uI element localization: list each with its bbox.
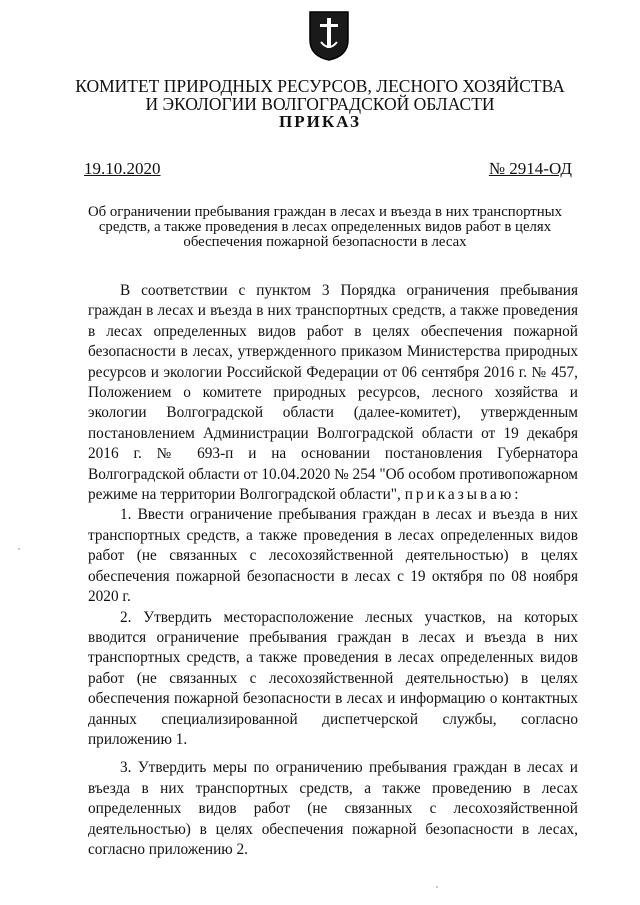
document-date: 19.10.2020	[84, 159, 161, 178]
order-item-1: 1. Ввести ограничение пребывания граждан в лесах и въезда в них транспортных средств, а также проведения в лесах определенных видов работ (не связанных с лесохозяйственной деятельностью) в целях обеспечения пожарной безопасности в лесах с 19 октября по 08 ноября 2020 г.	[88, 506, 578, 606]
preamble-text: В соответствии с пунктом 3 Порядка ограничения пребывания граждан в лесах и въезда в них транспортных средств, а также проведения в лесах определенных видов работ в целях обеспечения пожарной безопасности в лесах, утвержденного приказом Министерства природных ресурсов и экологии Российской Федерации от 06 сентября 2016 г. № 457, Положением о комитете природных ресурсов, лесного хозяйства и экологии Волгоградской области (далее-комитет), утвержденным постановлением Администрации Волгоградской области от 19 декабря 2016 г. № 693-п и на основании постановления Губернатора Волгоградской области от 10.04.2020 № 254 "Об особом противопожарном режиме на территории Волгоградской области",	[88, 282, 578, 504]
document-number: № 2914-ОД	[488, 159, 572, 178]
document-body	[88, 281, 578, 860]
scan-speck	[18, 548, 20, 550]
organization-name-line1: КОМИТЕТ ПРИРОДНЫХ РЕСУРСОВ, ЛЕСНОГО ХОЗЯЙСТВА	[75, 76, 565, 96]
subject-line: обеспечения пожарной безопасности в лесах	[183, 234, 467, 250]
scan-speck	[436, 886, 438, 888]
document-type: ПРИКАЗ	[279, 112, 361, 131]
preamble-paragraph	[88, 281, 578, 505]
coat-of-arms-icon	[308, 10, 350, 62]
order-item-2: 2. Утвердить месторасположение лесных участков, на которых вводится ограничение пребывания граждан в лесах и въезда в них транспортных средств, а также проведения в лесах определенных видов работ (не связанных с лесохозяйственной деятельностью) в целях обеспечения пожарной безопасности в лесах и информацию о контактных данных специализированной диспетчерской службы, согласно приложению 1.	[88, 608, 578, 748]
document-subject	[60, 205, 590, 250]
order-word: приказываю:	[404, 486, 522, 504]
organization-name-line2: И ЭКОЛОГИИ ВОЛГОГРАДСКОЙ ОБЛАСТИ	[145, 94, 495, 114]
order-item-3: 3. Утвердить меры по ограничению пребывания граждан в лесах и въезда в них транспортных средств, а также проведению в лесах определенных видов работ (не связанных с лесохозяйственной деятельностью) в целях обеспечения пожарной безопасности в лесах, согласно приложению 2.	[88, 759, 578, 858]
subject-line: Об ограничении пребывания граждан в лесах и въезда в них транспортных	[87, 204, 563, 220]
subject-line: средств, а также проведения в лесах определенных видов работ в целях	[98, 219, 552, 235]
